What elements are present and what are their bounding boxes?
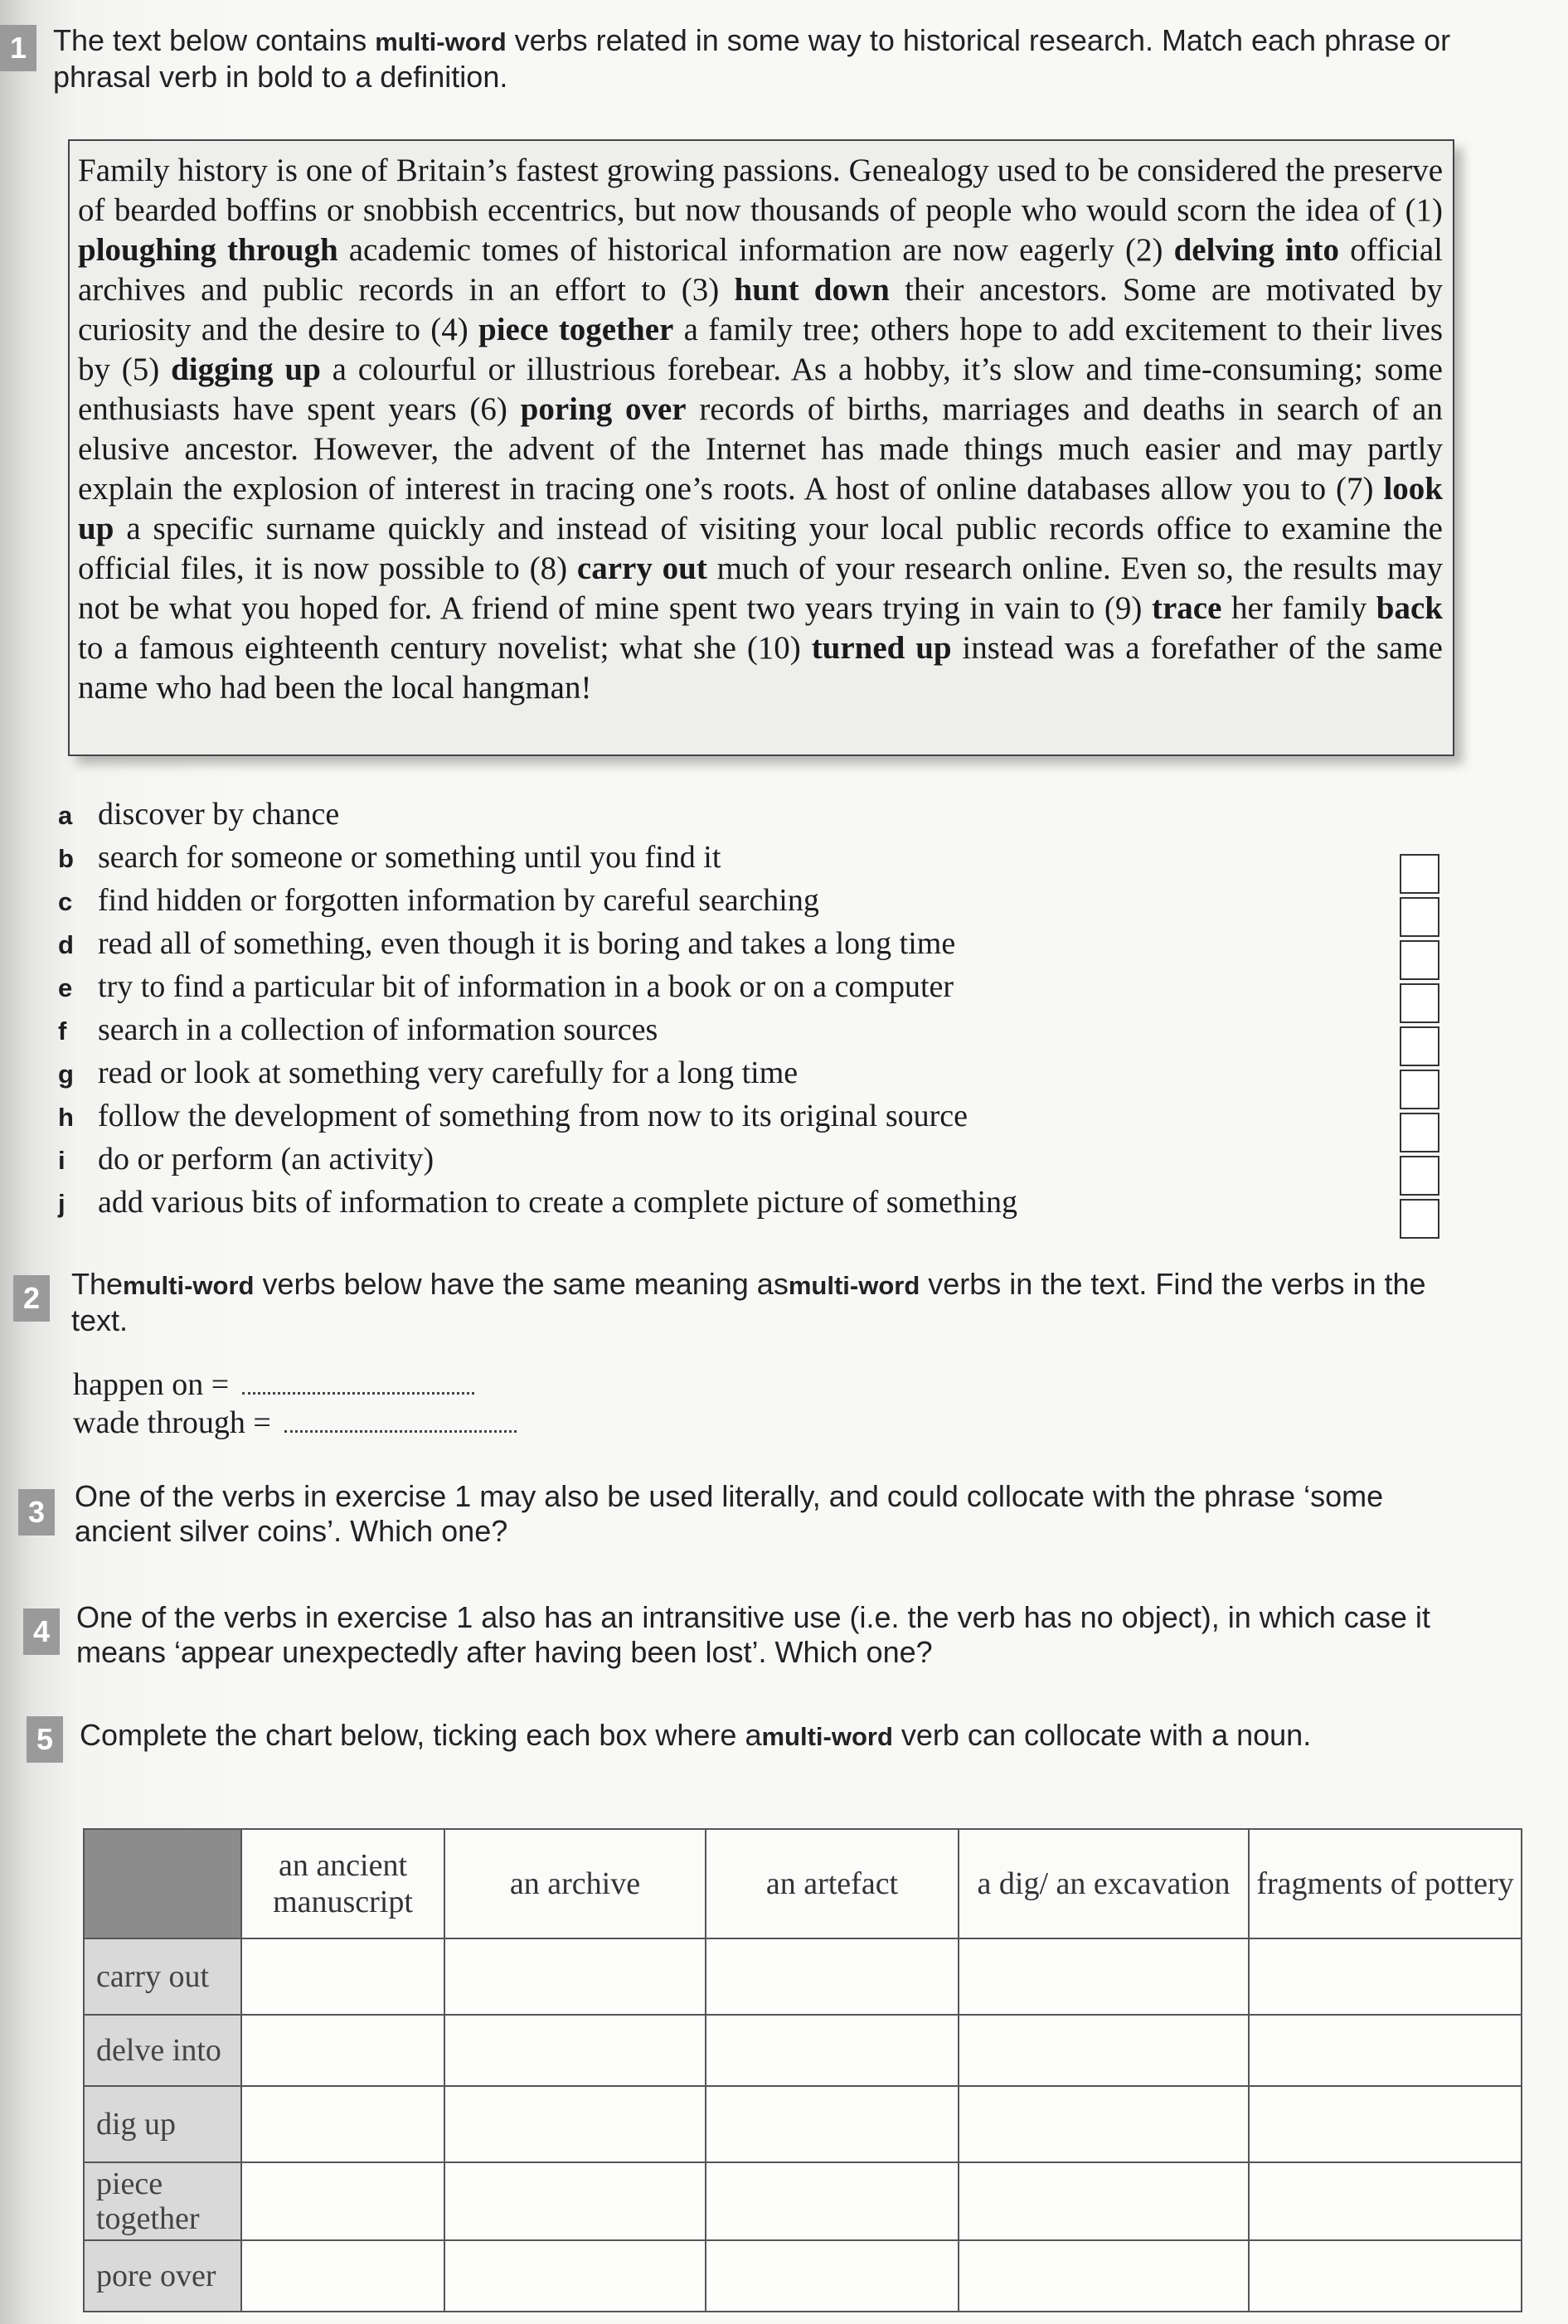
definition-text: try to find a particular bit of information in a book or on a computer: [98, 969, 954, 1004]
chart-corner: [84, 1829, 241, 1938]
chart-tick-cell[interactable]: [959, 2240, 1249, 2312]
definition-g: [58, 1055, 798, 1098]
chart-tick-cell[interactable]: [1249, 2162, 1522, 2240]
chart-row: [84, 2086, 1522, 2162]
text-segment: academic tomes of historical information are now eagerly (2): [337, 232, 1174, 268]
definition-d: [58, 925, 955, 968]
definition-text: find hidden or forgotten information by careful searching: [98, 883, 819, 918]
definition-letter: d: [58, 930, 74, 959]
definition-letter: g: [58, 1060, 74, 1089]
chart-tick-cell[interactable]: [959, 1938, 1249, 2015]
chart-header-row: [84, 1829, 1522, 1938]
chart-row-label: piece together: [84, 2162, 241, 2240]
ex2-item-1: happen on =: [73, 1366, 474, 1403]
bold-phrasal-verb: look up: [78, 471, 1443, 546]
definition-text: search in a collection of information sources: [98, 1012, 658, 1047]
text-segment: records of births, marriages and deaths in search of an elusive ancestor. However, the advent of the Internet has made things much easier and may partly explain the explosion of interest in tracing one’s roots. A host of online databases allow you to (7): [78, 391, 1443, 507]
text-segment: a colourful or illustrious forebear. As a hobby, it’s slow and time-consuming; some enthusiasts have spent years (6): [78, 352, 1443, 427]
definition-letter: c: [58, 887, 73, 916]
chart-tick-cell[interactable]: [444, 2086, 706, 2162]
chart-tick-cell[interactable]: [706, 2086, 959, 2162]
answer-box[interactable]: [1400, 1156, 1439, 1196]
chart-tick-cell[interactable]: [241, 2015, 444, 2086]
definition-letter: b: [58, 844, 74, 873]
definition-text: do or perform (an activity): [98, 1142, 434, 1177]
chart-column-header: fragments of pottery: [1249, 1829, 1522, 1938]
answer-box[interactable]: [1400, 940, 1439, 980]
text-segment: her family: [1221, 590, 1376, 626]
text-segment: a specific surname quickly and instead of visiting your local public records office to examine the official files, it is now possible to (8): [78, 511, 1443, 586]
text-segment: a family tree; others hope to add excitement to their lives by (5): [78, 312, 1443, 387]
collocation-chart: [83, 1828, 1522, 2312]
answer-blank[interactable]: [284, 1407, 517, 1433]
chart-tick-cell[interactable]: [1249, 2086, 1522, 2162]
chart-row-label: pore over: [84, 2240, 241, 2312]
definition-c: [58, 882, 819, 925]
definition-a: [58, 796, 339, 839]
chart-tick-cell[interactable]: [959, 2162, 1249, 2240]
chart-column-header: an archive: [444, 1829, 706, 1938]
chart-tick-cell[interactable]: [1249, 2015, 1522, 2086]
chart-tick-cell[interactable]: [1249, 1938, 1522, 2015]
chart-column-header: an ancient manuscript: [241, 1829, 444, 1938]
definition-text: read or look at something very carefully for a long time: [98, 1055, 799, 1090]
chart-row: [84, 2015, 1522, 2086]
chart-tick-cell[interactable]: [959, 2086, 1249, 2162]
exercise-4-number: 4: [23, 1608, 60, 1655]
definition-i: [58, 1141, 434, 1184]
ex2-item-2: wade through =: [73, 1405, 517, 1441]
bold-phrasal-verb: trace: [1151, 590, 1222, 626]
chart-column-header: an artefact: [706, 1829, 959, 1938]
answer-box[interactable]: [1400, 1070, 1439, 1109]
chart-row-label: carry out: [84, 1938, 241, 2015]
text-segment: their ancestors. Some are motivated by curiosity and the desire to (4): [78, 272, 1443, 347]
bold-phrasal-verb: delving into: [1173, 232, 1340, 268]
chart-tick-cell[interactable]: [444, 1938, 706, 2015]
answer-box[interactable]: [1400, 1026, 1439, 1066]
chart-row-label: delve into: [84, 2015, 241, 2086]
definition-letter: f: [58, 1016, 67, 1046]
exercise-4-instructions: One of the verbs in exercise 1 also has an intransitive use (i.e. the verb has no object), in which case it means ‘appear unexpectedly after having been lost’. Which one?: [76, 1600, 1430, 1669]
chart-tick-cell[interactable]: [959, 2015, 1249, 2086]
bold-phrasal-verb: hunt down: [734, 272, 890, 308]
reading-text: [78, 151, 1443, 708]
bold-phrasal-verb: back: [1376, 590, 1443, 626]
definition-letter: j: [58, 1189, 66, 1218]
definition-b: [58, 839, 721, 882]
exercise-2-instructions: Themulti-word verbs below have the same meaning asmulti-word verbs in the text. Find the verbs in the text.: [71, 1267, 1426, 1337]
exercise-2-number: 2: [13, 1275, 50, 1322]
text-segment: to a famous eighteenth century novelist; what she (10): [78, 630, 812, 666]
chart-tick-cell[interactable]: [706, 1938, 959, 2015]
definition-text: search for someone or something until you find it: [98, 840, 721, 875]
definition-text: discover by chance: [98, 797, 340, 832]
exercise-1-number: 1: [0, 25, 36, 71]
bold-phrasal-verb: ploughing through: [78, 232, 338, 268]
chart-tick-cell[interactable]: [241, 2240, 444, 2312]
definition-letter: e: [58, 973, 73, 1002]
definition-text: add various bits of information to create a complete picture of something: [98, 1185, 1018, 1220]
answer-box[interactable]: [1400, 1113, 1439, 1152]
bold-phrasal-verb: carry out: [576, 551, 707, 586]
bold-phrasal-verb: turned up: [811, 630, 952, 666]
chart-tick-cell[interactable]: [444, 2015, 706, 2086]
chart-tick-cell[interactable]: [241, 2162, 444, 2240]
chart-tick-cell[interactable]: [706, 2162, 959, 2240]
exercise-1-instructions: The text below contains multi-word verbs related in some way to historical research. Match each phrase or phrasal verb in bold to a definition.: [53, 23, 1451, 94]
answer-box[interactable]: [1400, 1199, 1439, 1239]
definition-letter: i: [58, 1146, 66, 1175]
definition-text: follow the development of something from now to its original source: [98, 1099, 968, 1133]
bold-phrasal-verb: poring over: [520, 391, 687, 427]
bold-phrasal-verb: digging up: [171, 352, 321, 387]
chart-tick-cell[interactable]: [706, 2015, 959, 2086]
bold-phrasal-verb: piece together: [478, 312, 674, 347]
definition-j: [58, 1184, 1017, 1227]
chart-tick-cell[interactable]: [706, 2240, 959, 2312]
chart-row: [84, 1938, 1522, 2015]
chart-column-header: a dig/ an excavation: [959, 1829, 1249, 1938]
exercise-3-instructions: One of the verbs in exercise 1 may also be used literally, and could collocate with the phrase ‘some ancient silver coins’. Which one?: [75, 1479, 1384, 1548]
exercise-5-number: 5: [27, 1716, 63, 1763]
definition-e: [58, 968, 954, 1012]
answer-box[interactable]: [1400, 854, 1439, 894]
definition-letter: a: [58, 801, 73, 830]
exercise-5-instructions: Complete the chart below, ticking each box where amulti-word verb can collocate with a noun.: [80, 1718, 1312, 1752]
definition-letter: h: [58, 1103, 74, 1132]
chart-tick-cell[interactable]: [444, 2162, 706, 2240]
chart-row-label: dig up: [84, 2086, 241, 2162]
definition-h: [58, 1098, 968, 1141]
answer-box[interactable]: [1400, 983, 1439, 1023]
answer-blank[interactable]: [242, 1369, 474, 1395]
chart-row: [84, 2240, 1522, 2312]
reading-text-box: [68, 139, 1454, 756]
text-segment: instead was a forefather of the same name who had been the local hangman!: [78, 630, 1443, 706]
answer-box[interactable]: [1400, 897, 1439, 937]
text-segment: official archives and public records in an effort to (3): [78, 232, 1443, 308]
exercise-3-number: 3: [18, 1489, 55, 1536]
chart-tick-cell[interactable]: [444, 2240, 706, 2312]
chart-row: [84, 2162, 1522, 2240]
definition-text: read all of something, even though it is boring and takes a long time: [98, 926, 956, 961]
chart-tick-cell[interactable]: [241, 2086, 444, 2162]
chart-tick-cell[interactable]: [241, 1938, 444, 2015]
text-segment: Family history is one of Britain’s fastest growing passions. Genealogy used to be considered the preserve of bearded boffins or snobbish eccentrics, but now thousands of people who would scorn the idea of (1): [78, 153, 1443, 228]
definition-f: [58, 1012, 658, 1055]
text-segment: much of your research online. Even so, the results may not be what you hoped for. A friend of mine spent two years trying in vain to (9): [78, 551, 1443, 626]
chart-tick-cell[interactable]: [1249, 2240, 1522, 2312]
